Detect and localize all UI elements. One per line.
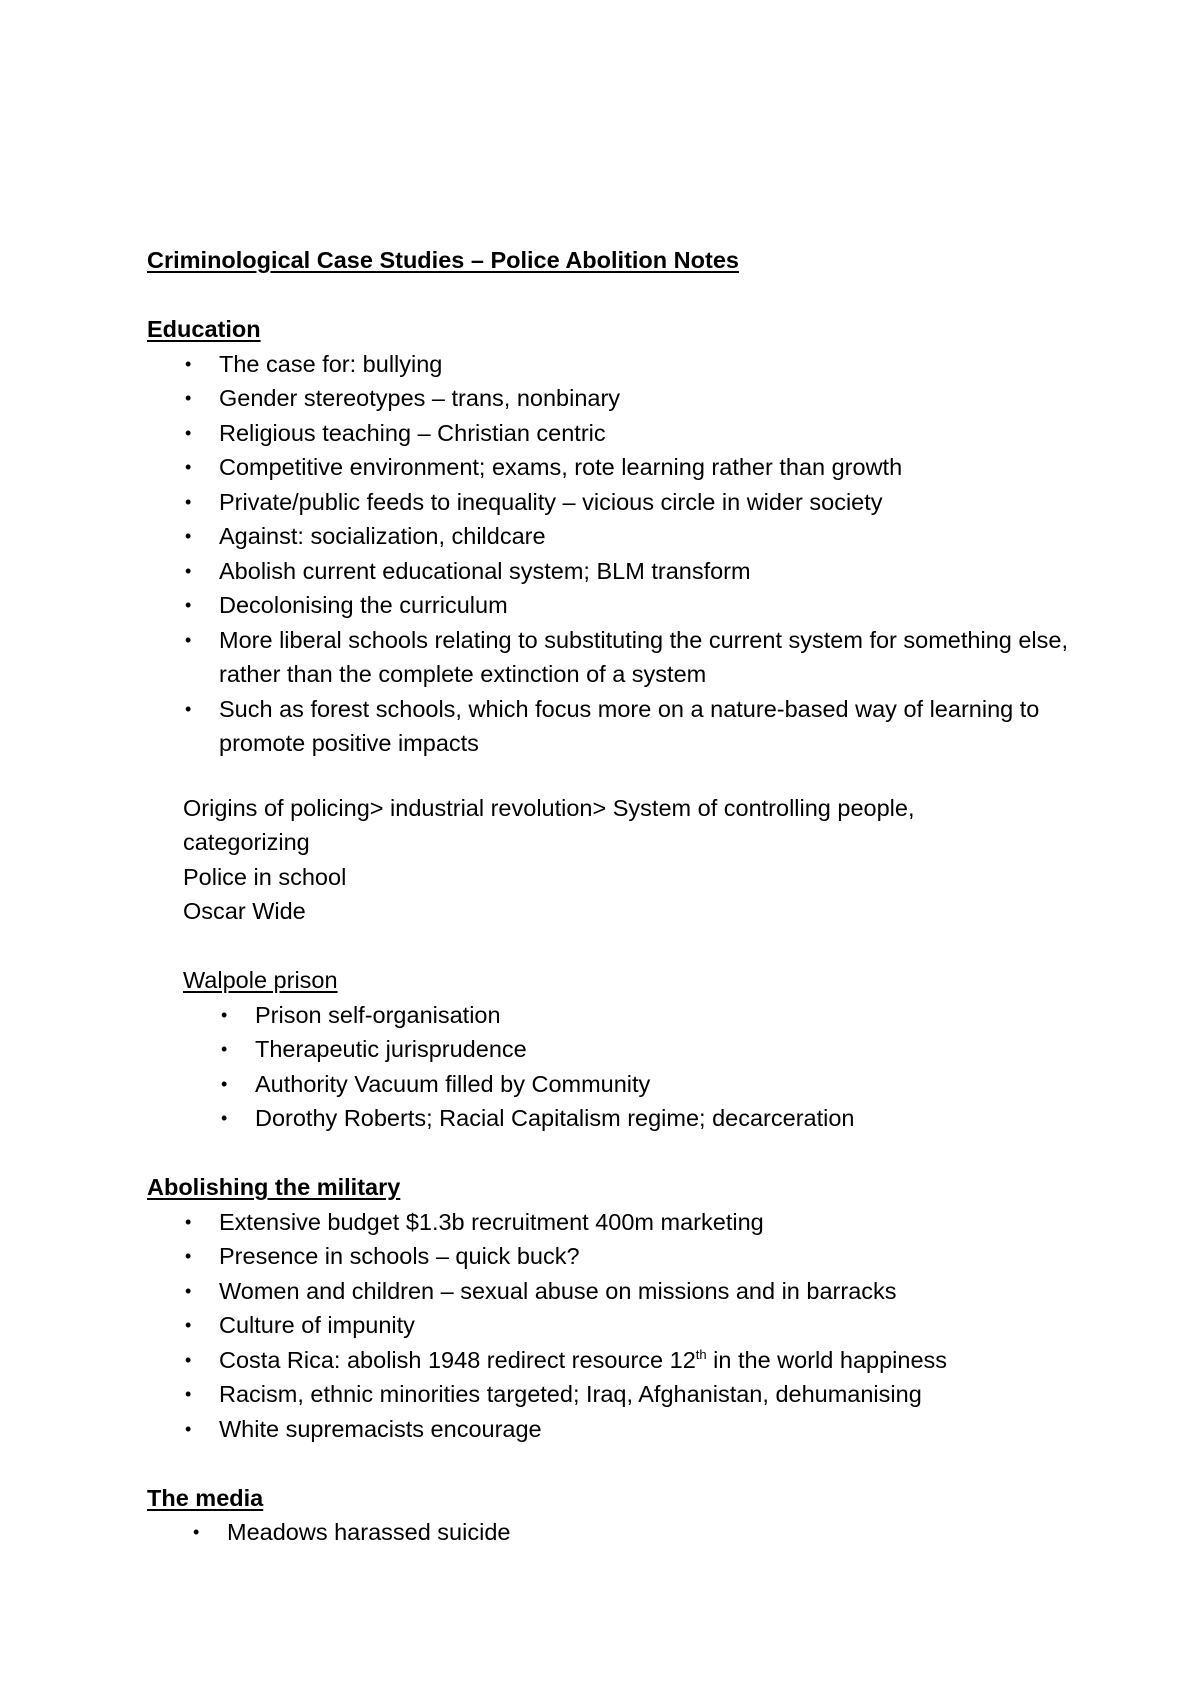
bullet-icon: •: [185, 457, 192, 477]
bullet-icon: •: [185, 1315, 192, 1335]
bullet-icon: •: [185, 698, 192, 719]
bullet-icon: •: [193, 1522, 200, 1542]
bullet-icon: •: [221, 1039, 228, 1059]
bullet-icon: •: [185, 353, 192, 374]
bullet-icon: •: [185, 595, 192, 615]
bullet-icon: •: [185, 388, 192, 408]
walpole-list: [147, 998, 1087, 1136]
bullet-icon: •: [221, 1073, 228, 1094]
list-item: • Costa Rica: abolish 1948 redirect resource 12th in the world happiness: [147, 1343, 1087, 1378]
list-item: • Women and children – sexual abuse on missions and in barracks: [147, 1274, 1087, 1309]
list-item: • Prison self-organisation: [147, 998, 1087, 1033]
list-item: • Racism, ethnic minorities targeted; Iraq, Afghanistan, dehumanising: [147, 1377, 1087, 1412]
list-item: • Dorothy Roberts; Racial Capitalism regime; decarceration: [147, 1101, 1087, 1136]
policing-origins-line: Origins of policing> industrial revolution> System of controlling people,: [183, 794, 915, 821]
ordinal-suffix: th: [695, 1346, 707, 1362]
list-item: • Authority Vacuum filled by Community: [147, 1067, 1087, 1102]
bullet-icon: •: [185, 629, 192, 650]
list-item: • White supremacists encourage: [147, 1412, 1087, 1447]
section-heading-media: The media: [147, 1484, 264, 1511]
media-list: [147, 1515, 1087, 1550]
list-item: • Competitive environment; exams, rote learning rather than growth: [147, 450, 1087, 485]
spacer: [147, 929, 1087, 964]
list-item: • The case for: bullying: [147, 347, 1087, 382]
bullet-icon: •: [185, 1418, 192, 1439]
list-item: • Private/public feeds to inequality – vicious circle in wider society: [147, 485, 1087, 520]
bullet-icon: •: [221, 1108, 228, 1128]
bullet-icon: •: [185, 491, 192, 512]
bullet-icon: •: [221, 1004, 228, 1025]
spacer: [147, 278, 1087, 313]
list-item: • Abolish current educational system; BLM transform: [147, 554, 1087, 589]
bullet-icon: •: [185, 1280, 192, 1301]
list-item: • Presence in schools – quick buck?: [147, 1239, 1087, 1274]
military-list: [147, 1205, 1087, 1447]
bullet-icon: •: [185, 526, 192, 546]
list-item: • Culture of impunity: [147, 1308, 1087, 1343]
education-list: [147, 347, 1087, 761]
bullet-icon: •: [185, 1384, 192, 1404]
document-content: [147, 243, 1087, 1550]
document-title: Criminological Case Studies – Police Abolition Notes: [147, 247, 739, 273]
list-item: • Meadows harassed suicide: [147, 1515, 1087, 1550]
list-item: • More liberal schools relating to substituting the current system for something else, rather than the complete extinction of a system: [147, 623, 1087, 692]
policing-origins-line-continued: categorizing: [183, 829, 310, 855]
section-heading-education: Education: [147, 316, 261, 342]
section-heading-walpole: Walpole prison: [183, 967, 338, 993]
spacer: [147, 1136, 1087, 1171]
oscar-wide-line: Oscar Wide: [183, 898, 306, 924]
list-item: • Therapeutic jurisprudence: [147, 1032, 1087, 1067]
bullet-icon: •: [185, 1349, 192, 1370]
list-item: • Such as forest schools, which focus more on a nature-based way of learning to promote positive impacts: [147, 692, 1087, 761]
section-heading-military: Abolishing the military: [147, 1174, 401, 1200]
list-item: • Religious teaching – Christian centric: [147, 416, 1087, 451]
bullet-icon: •: [185, 422, 192, 443]
bullet-icon: •: [185, 1211, 192, 1232]
spacer: [147, 761, 1087, 791]
list-item: • Extensive budget $1.3b recruitment 400m marketing: [147, 1205, 1087, 1240]
list-item: • Against: socialization, childcare: [147, 519, 1087, 554]
list-item: • Decolonising the curriculum: [147, 588, 1087, 623]
spacer: [147, 1446, 1087, 1481]
police-in-school-line: Police in school: [183, 863, 347, 890]
bullet-icon: •: [185, 560, 192, 581]
bullet-icon: •: [185, 1246, 192, 1266]
list-item: • Gender stereotypes – trans, nonbinary: [147, 381, 1087, 416]
